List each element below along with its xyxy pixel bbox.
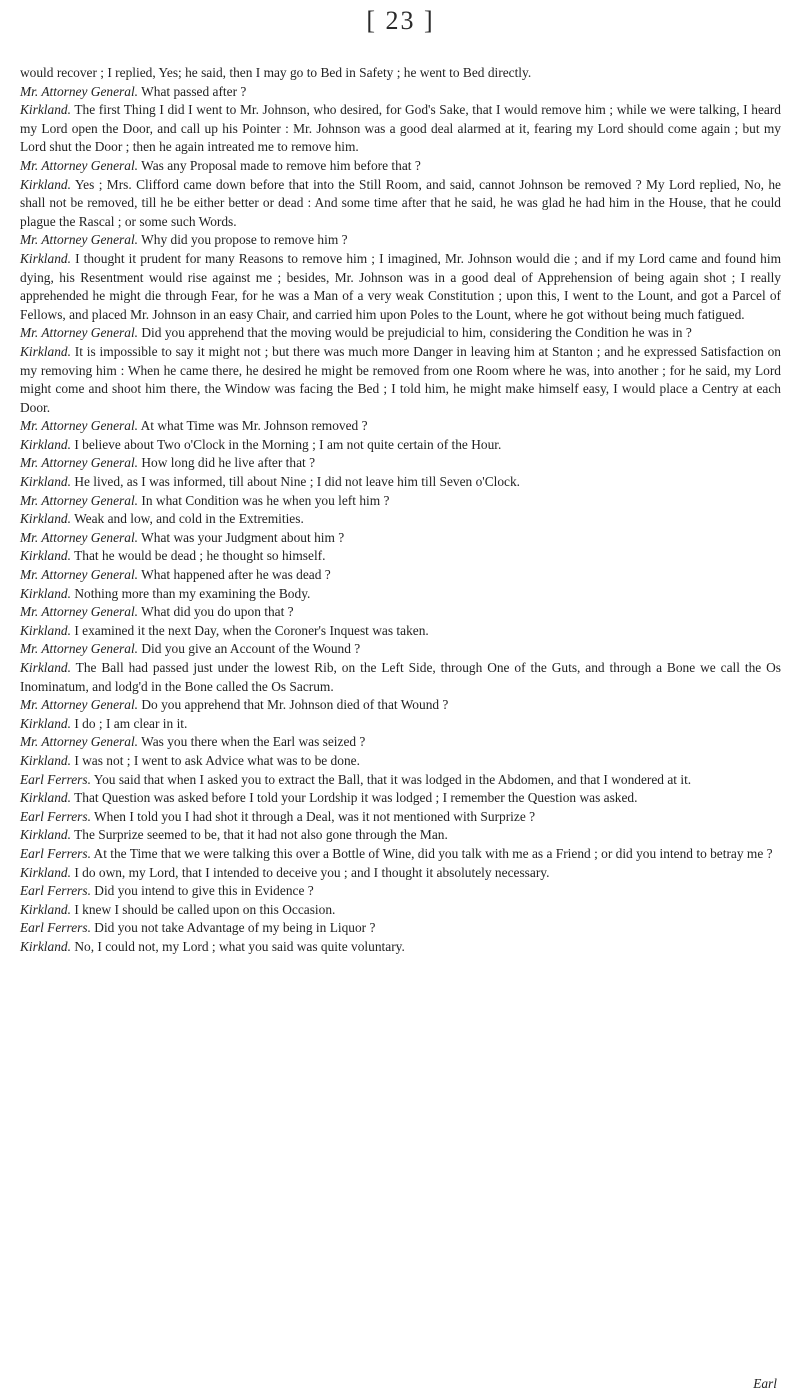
paragraph — [20, 101, 781, 157]
paragraph — [20, 510, 781, 529]
speaker-label: Kirkland. — [20, 474, 71, 490]
paragraph — [20, 622, 781, 641]
paragraph — [20, 529, 781, 548]
body-text — [20, 64, 781, 957]
speaker-label: Mr. Attorney General. — [20, 734, 139, 750]
paragraph — [20, 157, 781, 176]
speaker-label: Kirkland. — [20, 436, 71, 452]
paragraph-text: The first Thing I did I went to Mr. Johnson, who desired, for God's Sake, that I would remove him ; while we were talking, I heard my Lord open the Door, and call up his Pointer : Mr. Johnson was a good deal alarmed at it, fearing my Lord should come again ; but my Lord shut the Door ; then he again intreated me to remove him. — [20, 102, 782, 155]
speaker-label: Kirkland. — [20, 938, 71, 954]
speaker-label: Earl Ferrers. — [20, 808, 91, 824]
paragraph-text: What did you do upon that ? — [141, 604, 294, 620]
paragraph-text: Yes ; Mrs. Clifford came down before that into the Still Room, and said, cannot Johnson be removed ? My Lord replied, No, he shall not be removed, till he be either better or dead : And some time after that he said, he was glad he had him in the House, that he could plague the Rascal ; or some such Words. — [20, 176, 781, 229]
paragraph-text: When I told you I had shot it through a Deal, was it not mentioned with Surprize ? — [94, 808, 536, 824]
speaker-label: Mr. Attorney General. — [20, 232, 139, 248]
paragraph-text: How long did he live after that ? — [141, 455, 316, 471]
speaker-label: Mr. Attorney General. — [20, 455, 139, 471]
speaker-label: Mr. Attorney General. — [20, 641, 139, 657]
paragraph-text: He lived, as I was informed, till about Nine ; I did not leave him till Seven o'Clock. — [74, 474, 521, 490]
paragraph-text: It is impossible to say it might not ; but there was much more Danger in leaving him at Stanton ; and he expressed Satisfaction on my removing him : When he came there, he desired he might be removed from one Room where he was, into another ; for he said, my Lord might come and shoot him there, the Window was facing the Bed ; I told him, he might make himself easy, I would place a Centry at each Door. — [20, 343, 781, 415]
paragraph — [20, 640, 781, 659]
speaker-label: Kirkland. — [20, 864, 71, 880]
speaker-label: Kirkland. — [20, 827, 71, 843]
paragraph — [20, 436, 781, 455]
paragraph-text: The Ball had passed just under the lowest Rib, on the Left Side, through One of the Guts, and through a Bone we call the Os Inominatum, and lodg'd in the Bone called the Os Sacrum. — [20, 660, 782, 694]
paragraph — [20, 752, 781, 771]
paragraph — [20, 454, 781, 473]
speaker-label: Mr. Attorney General. — [20, 604, 139, 620]
speaker-label: Kirkland. — [20, 752, 71, 768]
paragraph — [20, 808, 781, 827]
paragraph — [20, 771, 781, 790]
paragraph-text: What was your Judgment about him ? — [141, 529, 345, 545]
speaker-label: Mr. Attorney General. — [20, 418, 139, 434]
paragraph-text: That Question was asked before I told your Lordship it was lodged ; I remember the Question was asked. — [74, 790, 638, 806]
speaker-label: Kirkland. — [20, 102, 71, 118]
paragraph-text: Was you there when the Earl was seized ? — [141, 734, 366, 750]
paragraph-text: Do you apprehend that Mr. Johnson died of that Wound ? — [141, 697, 449, 713]
paragraph — [20, 826, 781, 845]
speaker-label: Mr. Attorney General. — [20, 492, 139, 508]
paragraph — [20, 585, 781, 604]
catchword: Earl — [753, 1376, 777, 1391]
paragraph-text: No, I could not, my Lord ; what you said was quite voluntary. — [74, 938, 405, 954]
paragraph — [20, 176, 781, 232]
speaker-label: Kirkland. — [20, 660, 71, 675]
paragraph — [20, 231, 781, 250]
paragraph-text: Weak and low, and cold in the Extremities. — [74, 511, 304, 527]
paragraph-text: Did you apprehend that the moving would be prejudicial to him, considering the Condition he was in ? — [141, 325, 692, 341]
paragraph — [20, 882, 781, 901]
speaker-label: Earl Ferrers. — [20, 883, 91, 899]
paragraph-text: I believe about Two o'Clock in the Morning ; I am not quite certain of the Hour. — [74, 436, 502, 452]
paragraph — [20, 938, 781, 957]
paragraph-text: What passed after ? — [141, 83, 247, 99]
paragraph-text: Did you not take Advantage of my being in Liquor ? — [94, 920, 376, 936]
paragraph-text: In what Condition was he when you left him ? — [141, 492, 390, 508]
paragraph-text: I examined it the next Day, when the Coroner's Inquest was taken. — [74, 622, 429, 638]
speaker-label: Kirkland. — [20, 585, 71, 601]
paragraph-text: The Surprize seemed to be, that it had not also gone through the Man. — [74, 827, 448, 843]
speaker-label: Mr. Attorney General. — [20, 83, 139, 99]
paragraph-text: At the Time that we were talking this over a Bottle of Wine, did you talk with me as a Friend ; or did you intend to betray me ? — [93, 845, 773, 861]
speaker-label: Kirkland. — [20, 250, 71, 266]
paragraph — [20, 566, 781, 585]
paragraph-text: I do ; I am clear in it. — [74, 715, 188, 731]
paragraph-text: That he would be dead ; he thought so himself. — [74, 548, 326, 564]
paragraph — [20, 901, 781, 920]
paragraph — [20, 250, 781, 324]
speaker-label: Earl Ferrers. — [20, 771, 91, 787]
speaker-label: Mr. Attorney General. — [20, 567, 139, 583]
speaker-label: Kirkland. — [20, 511, 71, 527]
speaker-label: Kirkland. — [20, 715, 71, 731]
paragraph — [20, 919, 781, 938]
paragraph — [20, 324, 781, 343]
speaker-label: Kirkland. — [20, 548, 71, 564]
speaker-label: Kirkland. — [20, 790, 71, 806]
speaker-label: Kirkland. — [20, 901, 71, 917]
paragraph-text: Nothing more than my examining the Body. — [74, 585, 311, 601]
paragraph-text: What happened after he was dead ? — [141, 567, 331, 583]
speaker-label: Earl Ferrers. — [20, 845, 91, 861]
speaker-label: Kirkland. — [20, 343, 71, 359]
paragraph — [20, 659, 781, 696]
speaker-label: Kirkland. — [20, 176, 71, 192]
paragraph — [20, 64, 781, 83]
paragraph — [20, 603, 781, 622]
paragraph-text: Was any Proposal made to remove him before that ? — [141, 157, 421, 173]
paragraph — [20, 83, 781, 102]
paragraph-text: Did you intend to give this in Evidence ? — [94, 883, 314, 899]
paragraph — [20, 864, 781, 883]
speaker-label: Mr. Attorney General. — [20, 157, 139, 173]
speaker-label: Mr. Attorney General. — [20, 697, 139, 713]
paragraph-text: At what Time was Mr. Johnson removed ? — [140, 418, 368, 434]
paragraph-text: You said that when I asked you to extract the Ball, that it was lodged in the Abdomen, and that I wondered at it. — [93, 771, 692, 787]
document-page — [20, 0, 781, 1400]
paragraph — [20, 473, 781, 492]
paragraph-text: I do own, my Lord, that I intended to deceive you ; and I thought it absolutely necessary. — [74, 864, 550, 880]
paragraph-text: I thought it prudent for many Reasons to remove him ; I imagined, Mr. Johnson would die ; and if my Lord came and found him dying, his Resentment would rise against me ; besides, Mr. Johnson was in a good deal of Apprehension of being again shot ; I really apprehended he might die through Fear, for he was a Man of a very weak Constitution ; upon this, I went to the Lount, and got a Parcel of Fellows, and placed Mr. Johnson in an easy Chair, and carried him upon Poles to the Lount, where he got without being much fatigued. — [20, 250, 781, 322]
paragraph-text: would recover ; I replied, Yes; he said, then I may go to Bed in Safety ; he went to Bed directly. — [20, 65, 532, 80]
paragraph — [20, 417, 781, 436]
paragraph-text: I knew I should be called upon on this Occasion. — [74, 901, 336, 917]
paragraph — [20, 845, 781, 864]
paragraph — [20, 715, 781, 734]
paragraph — [20, 733, 781, 752]
speaker-label: Mr. Attorney General. — [20, 529, 139, 545]
paragraph — [20, 492, 781, 511]
paragraph-text: Why did you propose to remove him ? — [141, 232, 348, 248]
paragraph-text: Did you give an Account of the Wound ? — [141, 641, 361, 657]
paragraph — [20, 789, 781, 808]
paragraph — [20, 343, 781, 417]
paragraph — [20, 547, 781, 566]
paragraph — [20, 696, 781, 715]
speaker-label: Kirkland. — [20, 622, 71, 638]
page-number: [ 23 ] — [366, 6, 435, 35]
paragraph-text: I was not ; I went to ask Advice what was to be done. — [74, 752, 360, 768]
speaker-label: Earl Ferrers. — [20, 920, 91, 936]
speaker-label: Mr. Attorney General. — [20, 325, 139, 341]
